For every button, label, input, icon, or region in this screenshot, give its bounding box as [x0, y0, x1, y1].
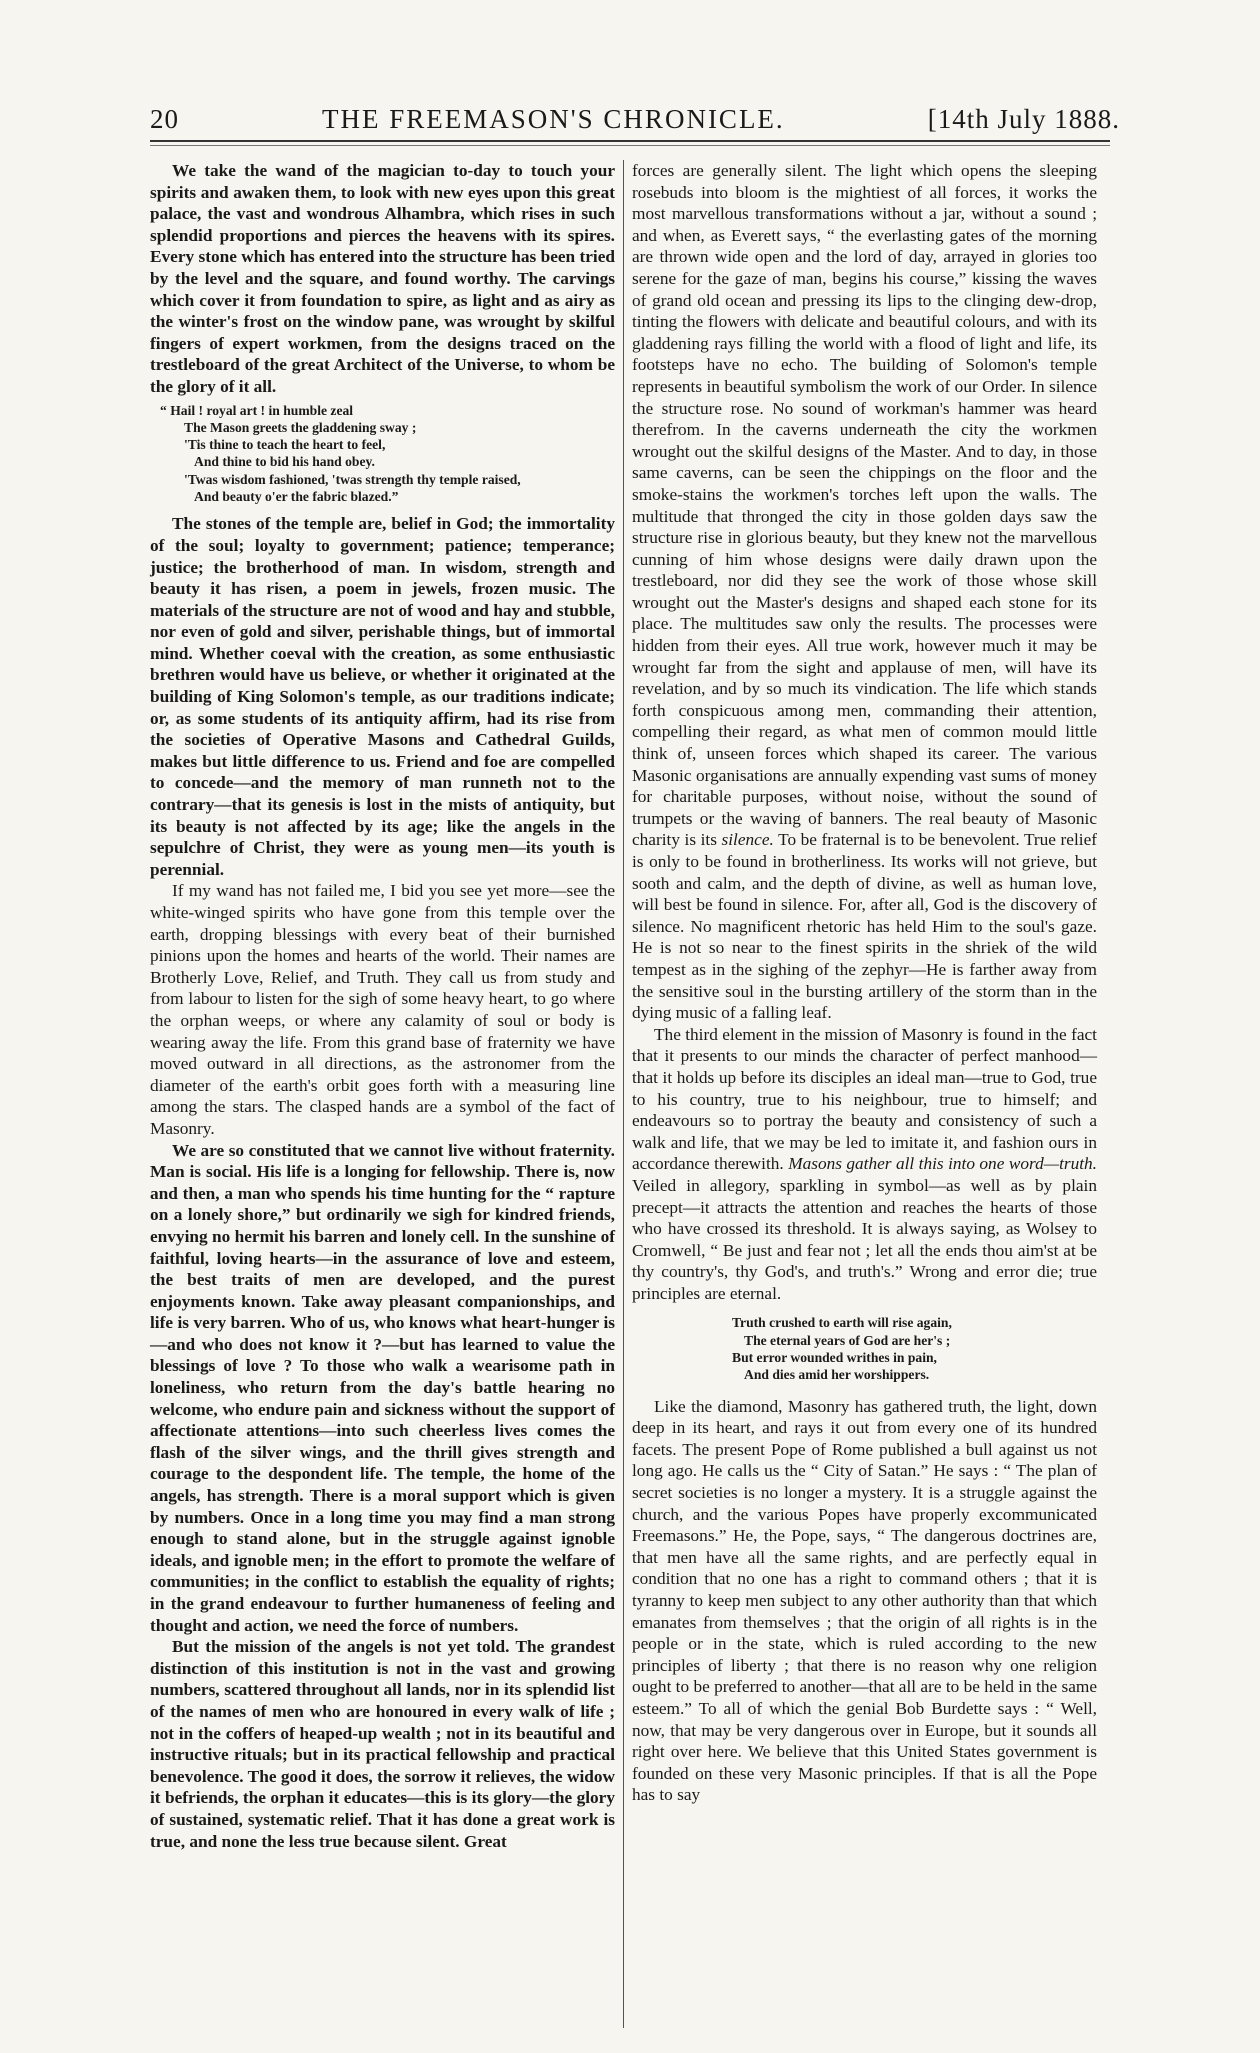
masthead-title: THE FREEMASON'S CHRONICLE.	[322, 104, 785, 134]
issue-date: [14th July 1888.	[927, 104, 1120, 134]
verse-line: 'Twas wisdom fashioned, 'twas strength thy temple raised,	[184, 471, 521, 487]
paragraph: But the mission of the angels is not yet told. The grandest distinction of this institution is not in the vast and growing numbers, scattered throughout all lands, nor in its splendid list of the names of men who are honoured in every walk of life ; not in the coffers of heaped-up wealth ; not in its beautiful and instructive rituals; but in its practical fellowship and practical benevolence. The good it does, the sorrow it relieves, the widow it befriends, the orphan it educates—this is its glory—the glory of sustained, systematic relief. That it has done a great work is true, and none the less true because silent. Great	[150, 1637, 615, 1851]
verse-line: And beauty o'er the fabric blazed.”	[194, 489, 399, 505]
verse-line: Truth crushed to earth will rise again,	[732, 1315, 952, 1331]
page-number: 20	[150, 104, 179, 134]
page-header	[150, 104, 1120, 138]
verse-line: 'Tis thine to teach the heart to feel,	[184, 437, 386, 453]
paragraph: We are so constituted that we cannot live without fraternity. Man is social. His life is a longing for fellowship. There is, now and then, a man who spends his time hunting for the “ rapture on a lonely shore,” but ordinarily we sigh for kindred friends, envying no hermit his barren and lonely cell. In the sunshine of faithful, loving hearts—in the assurance of love and esteem, the best traits of men are developed, and the purest enjoyments known. Take away pleasant companionships, and life is very barren. Who of us, who knows what heart-hunger is—and who does not know it ?—but has learned to value the blessings of love ? To those who walk a wearisome path in loneliness, who return from the day's battle hearing no welcome, who endure pain and sickness without the support of affectionate attentions—into such cheerless lives comes the flash of the silver wings, and the thrill gives strength and courage to the despondent life. The temple, the home of the angels, has strength. There is a moral support which is given by numbers. Once in a long time you may find a man strong enough to stand alone, but in the struggle against ignoble ideals, and ignoble men; in the effort to promote the welfare of communities; in the conflict to establish the equality of rights; in the grand endeavour to further humaneness of feeling and thought and action, we need the force of numbers.	[150, 1140, 615, 1635]
verse-line: “ Hail ! royal art ! in humble zeal	[160, 402, 354, 418]
verse-line: And dies amid her worshippers.	[744, 1367, 930, 1383]
paragraph: If my wand has not failed me, I bid you see yet more—see the white-winged spirits who have gone from this temple over the earth, dropping blessings with every beat of their burnished pinions upon the homes and hearts of the world. Their names are Brotherly Love, Relief, and Truth. They call us from study and from labour to listen for the sigh of some heavy heart, to go where the orphan weeps, or where any calamity of soul or body is wearing away the life. From this grand base of fraternity we have moved outward in all directions, as the astronomer from the diameter of the earth's orbit goes forth with a measuring line among the stars. The clasped hands are a symbol of the fact of Masonry.	[150, 881, 615, 1138]
verse-line: The Mason greets the gladdening sway ;	[184, 419, 417, 435]
verse-block	[632, 1314, 1097, 1383]
column-divider	[623, 160, 624, 2028]
paragraph: We take the wand of the magician to-day to touch your spirits and awaken them, to look with new eyes upon this great palace, the vast and wondrous Alhambra, which rises in such splendid proportions and pierces the heavens with its spires. Every stone which has entered into the structure has been tried by the level and the square, and found worthy. The carvings which cover it from foundation to spire, as light and as airy as the winter's frost on the window pane, was wrought by skilful fingers of expert workmen, from the designs traced on the trestleboard of the great Architect of the Universe, to whom be the glory of it all.	[150, 161, 615, 396]
verse-line: The eternal years of God are her's ;	[744, 1332, 951, 1348]
verse-line: But error wounded writhes in pain,	[732, 1350, 937, 1366]
header-rule	[150, 140, 1110, 142]
right-column	[632, 160, 1097, 1806]
paragraph: The stones of the temple are, belief in God; the immortality of the soul; loyalty to government; patience; temperance; justice; the brotherhood of man. In wisdom, strength and beauty it has risen, a poem in jewels, frozen music. The materials of the structure are not of wood and hay and stubble, nor even of gold and silver, perishable things, but of immortal mind. Whether coeval with the creation, as some enthusiastic brethren would have us believe, or whether it originated at the building of King Solomon's temple, as our traditions indicate; or, as some students of its antiquity affirm, had its rise from the societies of Operative Masons and Cathedral Guilds, makes but little difference to us. Friend and foe are compelled to concede—and the memory of man runneth not to the contrary—that its genesis is lost in the mists of antiquity, but its beauty is not affected by its age; like the angels in the sepulchre of Christ, they were as young men—its youth is perennial.	[150, 514, 615, 879]
left-column	[150, 160, 615, 1852]
paragraph: Like the diamond, Masonry has gathered truth, the light, down deep in its heart, and rays it out from every one of its hundred facets. The present Pope of Rome published a bull against us not long ago. He calls us the “ City of Satan.” He says : “ The plan of secret societies is no longer a mystery. It is a struggle against the church, and the various Popes have properly excommunicated Freemasons.” He, the Pope, says, “ The dangerous doctrines are, that men have all the same rights, and are perfectly equal in condition that no one has a right to command others ; that it is tyranny to keep men subject to any other authority than that which emanates from themselves ; that the origin of all rights is in the people or in the state, which is ruled according to the new principles of liberty ; that there is no reason why one religion ought to be preferred to another—that all are to be held in the same esteem.” To all of which the genial Bob Burdette says : “ Well, now, that may be very dangerous over in Europe, but it sounds all right over here. We believe that this United States government is founded on these very Masonic principles. If that is all the Pope has to say	[632, 1396, 1097, 1805]
paragraph: forces are generally silent. The light which opens the sleeping rosebuds into bloom is the mightiest of all forces, it works the most marvellous transformations without a jar, without a sound ; and when, as Everett says, “ the everlasting gates of the morning are thrown wide open and the lord of day, arrayed in glories too serene for the gaze of man, begins his course,” kissing the waves of grand old ocean and pressing its lips to the clinging dew-drop, tinting the flowers with delicate and beautiful colours, and with its gladdening rays filling the world with a flood of light and life, its footsteps have no echo. The building of Solomon's temple represents in beautiful symbolism the work of our Order. In silence the structure rose. No sound of workman's hammer was heard therefrom. In the caverns underneath the city the workmen wrought out the skilful designs of the Master. And to day, in those same caverns, can be seen the chippings on the floor and the smoke-stains the workmen's torches left upon the walls. The multitude that thronged the city in those golden days saw the structure rise in glorious beauty, but they knew not the marvellous cunning of him whose designs were daily drawn upon the trestleboard, nor did they see the work of those whose skill wrought out the Master's designs and shaped each stone for its place. The multitudes saw only the results. The processes were hidden from their eyes. All true work, however much it may be wrought far from the sight and applause of men, will have its revelation, and by so much its vindication. The life which stands forth conspicuous among men, commanding their attention, compelling their regard, as what men of common mould little think of, unseen forces which shaped its career. The various Masonic organisations are annually expending vast sums of money for charitable purposes, without noise, without the sound of trumpets or the waving of banners. The real beauty of Masonic charity is its silence. To be fraternal is to be benevolent. True relief is only to be found in brotherliness. Its works will not grieve, but sooth and calm, and the depth of divine, as well as human love, will best be found in silence. For, after all, God is the discovery of silence. No magnificent rhetoric has held Him to the soul's gaze. He is not so near to the finest spirits in the shriek of the wild tempest as in the sighing of the zephyr—He is farther away from the sensitive soul in the bursting artillery of the storm than in the dying music of a falling leaf.	[632, 161, 1097, 1023]
verse-line: And thine to bid his hand obey.	[194, 454, 375, 470]
paragraph: The third element in the mission of Masonry is found in the fact that it presents to our minds the character of perfect manhood—that it holds up before its disciples an ideal man—true to God, true to his country, true to his neighbour, true to himself; and endeavours so to portray the beauty and consistency of such a walk and life, that we may be led to imitate it, and fashion ours in accordance therewith. Masons gather all this into one word—truth. Veiled in allegory, sparkling in symbol—as well as by plain precept—it attracts the attention and reaches the hearts of those who have crossed its threshold. It is always saying, as Wolsey to Cromwell, “ Be just and fear not ; let all the ends thou aim'st at be thy country's, thy God's, and truth's.” Wrong and error die; true principles are eternal.	[632, 1024, 1098, 1303]
header-rule-thin	[150, 145, 1110, 146]
verse-block	[150, 402, 615, 506]
